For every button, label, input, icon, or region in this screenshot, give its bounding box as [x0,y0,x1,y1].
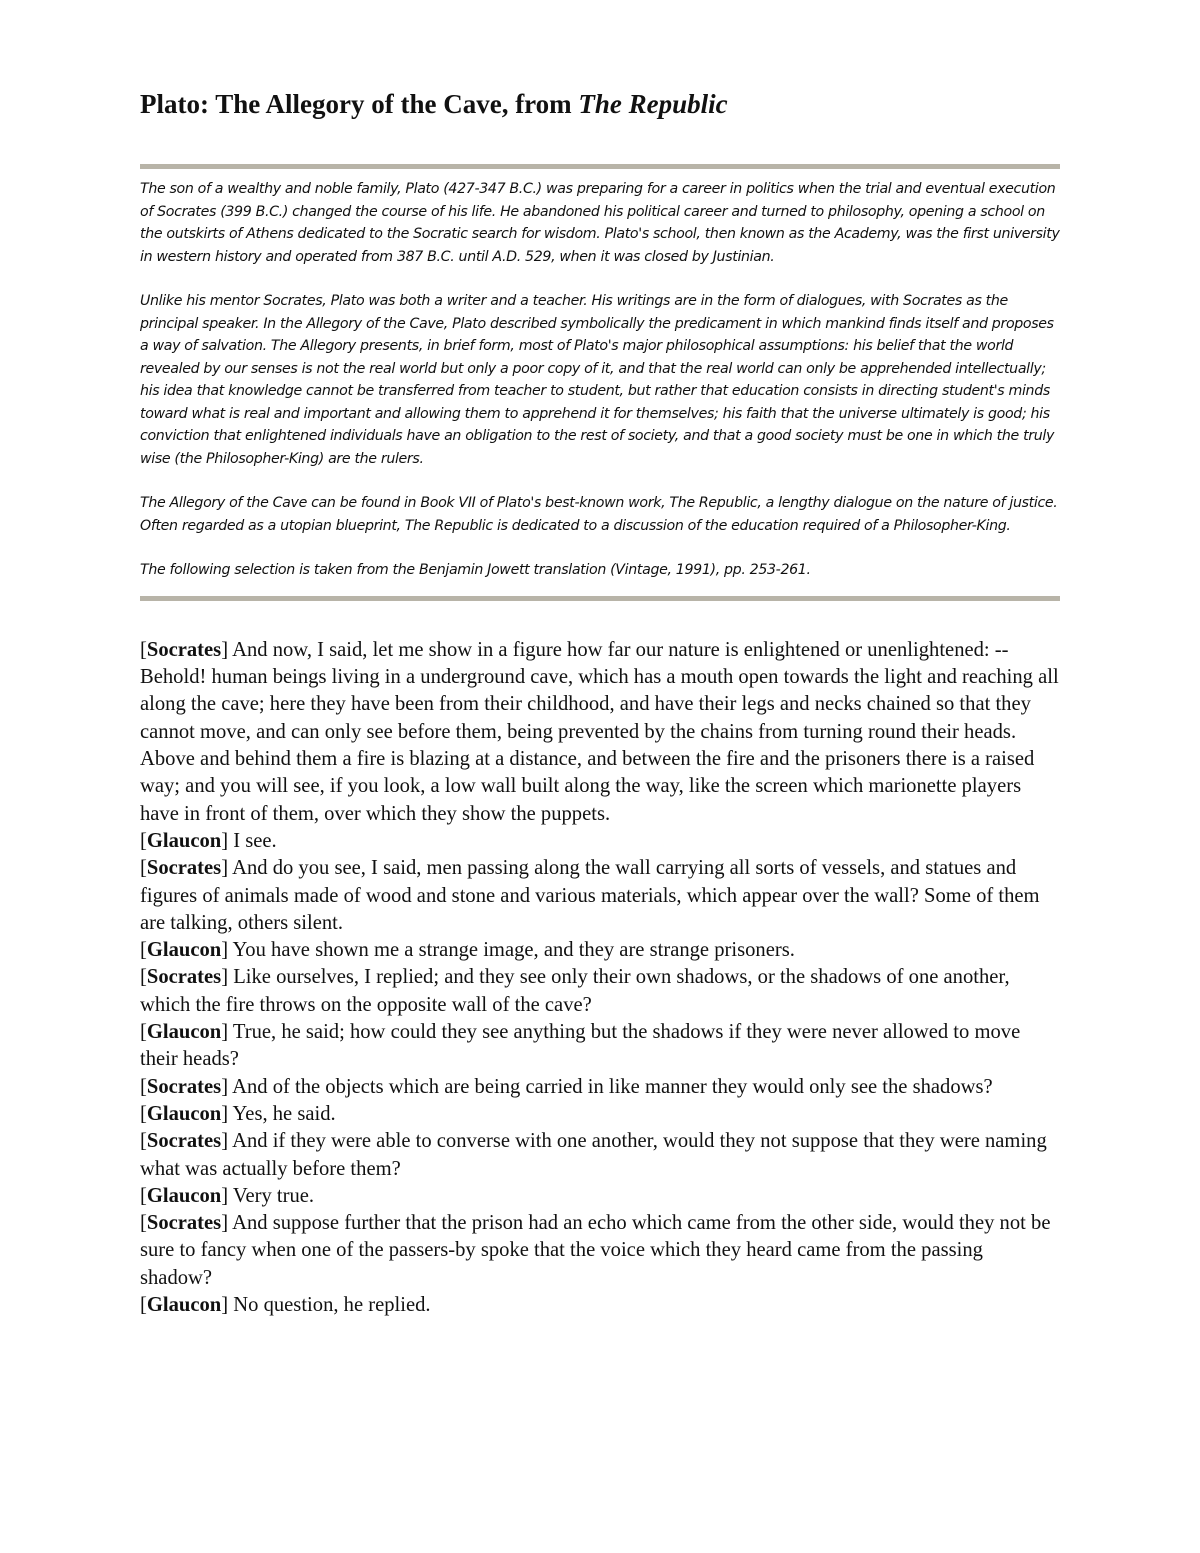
dialogue-text: No question, he replied. [228,1294,431,1317]
dialogue-text: Very true. [228,1184,315,1207]
speaker-name: Socrates [146,638,222,661]
speaker-name: Glaucon [146,829,222,852]
speaker-name: Socrates [146,1212,222,1235]
top-divider [140,164,1060,169]
dialogue-line: [Glaucon] You have shown me a strange image, and they are strange prisoners. [140,939,795,962]
dialogue-line: [Glaucon] Very true. [140,1184,315,1207]
speaker-name: Glaucon [146,1102,222,1125]
dialogue-line: [Socrates] Like ourselves, I replied; and they see only their own shadows, or the shadows of one another, which the fire throws on the opposite wall of the cave? [140,966,1010,1016]
dialogue-line: [Socrates] And do you see, I said, men passing along the wall carrying all sorts of vessels, and statues and figures of animals made of wood and stone and various materials, which appear over the wall? Some of them are talking, others silent. [140,857,1040,934]
intro-paragraph: The son of a wealthy and noble family, Plato (427-347 B.C.) was preparing for a career in politics when the trial and eventual execution of Socrates (399 B.C.) changed the course of his life. He abandoned his political career and turned to philosophy, opening a school on the outskirts of Athens dedicated to the Socratic search for wisdom. Plato's school, then known as the Academy, was the first university in western history and operated from 387 B.C. until A.D. 529, when it was closed by Justinian. [140,181,1060,265]
dialogue-text: Yes, he said. [228,1102,336,1125]
dialogue-line: [Socrates] And now, I said, let me show in a figure how far our nature is enlightened or unenlightened: --Behold! human beings living in a underground cave, which has a mouth open towards the light and reaching all along the cave; here they have been from their childhood, and have their legs and necks chained so that they cannot move, and can only see before them, being prevented by the chains from turning round their heads. Above and behind them a fire is blazing at a distance, and between the fire and the prisoners there is a raised way; and you will see, if you look, a low wall built along the way, like the screen which marionette players have in front of them, over which they show the puppets. [140,638,1059,825]
dialogue-text: And now, I said, let me show in a figure how far our nature is enlightened or unenlightened: --Behold! human beings living in a underground cave, which has a mouth open towards the light and reaching all along the cave; here they have been from their childhood, and have their legs and necks chained so that they cannot move, and can only see before them, being prevented by the chains from turning round their heads. Above and behind them a fire is blazing at a distance, and between the fire and the prisoners there is a raised way; and you will see, if you look, a low wall built along the way, like the screen which marionette players have in front of them, over which they show the puppets. [140,638,1059,825]
dialogue-line: [Glaucon] No question, he replied. [140,1294,431,1317]
dialogue-line: [Glaucon] True, he said; how could they see anything but the shadows if they were never allowed to move their heads? [140,1021,1021,1071]
dialogue-line: [Socrates] And of the objects which are being carried in like manner they would only see the shadows? [140,1075,993,1098]
dialogue-line: [Glaucon] I see. [140,829,277,852]
dialogue-line: [Socrates] And if they were able to converse with one another, would they not suppose that they were naming what was actually before them? [140,1130,1047,1180]
speaker-name: Socrates [146,966,222,989]
title-main: Plato: The Allegory of the Cave, from [140,89,579,119]
dialogue-text: You have shown me a strange image, and they are strange prisoners. [228,939,795,962]
speaker-name: Socrates [146,857,222,880]
dialogue-text: And if they were able to converse with one another, would they not suppose that they were naming what was actually before them? [140,1130,1047,1180]
intro-paragraph: The Allegory of the Cave can be found in Book VII of Plato's best-known work, The Republic, a lengthy dialogue on the nature of justice. Often regarded as a utopian blueprint, The Republic is dedicated to a discussion of the education required of a Philosopher-King. [140,495,1058,534]
dialogue-text: I see. [228,829,277,852]
introduction [140,178,1060,582]
title-emphasis: The Republic [578,89,728,119]
bottom-divider [140,596,1060,601]
dialogue [140,637,1060,1319]
dialogue-text: True, he said; how could they see anything but the shadows if they were never allowed to move their heads? [140,1021,1021,1071]
dialogue-line: [Socrates] And suppose further that the prison had an echo which came from the other side, would they not be sure to fancy when one of the passers-by spoke that the voice which they heard came from the passing shadow? [140,1212,1051,1289]
intro-paragraph: The following selection is taken from the Benjamin Jowett translation (Vintage, 1991), pp. 253-261. [140,562,811,579]
speaker-name: Glaucon [146,939,222,962]
speaker-name: Glaucon [146,1294,222,1317]
dialogue-text: Like ourselves, I replied; and they see only their own shadows, or the shadows of one another, which the fire throws on the opposite wall of the cave? [140,966,1010,1016]
document-page [140,88,1060,1319]
speaker-name: Socrates [146,1075,222,1098]
page-title [140,88,1060,120]
dialogue-text: And of the objects which are being carried in like manner they would only see the shadows? [228,1075,993,1098]
speaker-name: Glaucon [146,1021,222,1044]
speaker-name: Glaucon [146,1184,222,1207]
dialogue-text: And do you see, I said, men passing along the wall carrying all sorts of vessels, and statues and figures of animals made of wood and stone and various materials, which appear over the wall? Some of them are talking, others silent. [140,857,1040,934]
speaker-name: Socrates [146,1130,222,1153]
intro-paragraph: Unlike his mentor Socrates, Plato was both a writer and a teacher. His writings are in the form of dialogues, with Socrates as the principal speaker. In the Allegory of the Cave, Plato described symbolically the predicament in which mankind finds itself and proposes a way of salvation. The Allegory presents, in brief form, most of Plato's major philosophical assumptions: his belief that the world revealed by our senses is not the real world but only a poor copy of it, and that the real world can only be apprehended intellectually; his idea that knowledge cannot be transferred from teacher to student, but rather that education consists in directing student's minds toward what is real and important and allowing them to apprehend it for themselves; his faith that the universe ultimately is good; his conviction that enlightened individuals have an obligation to the rest of society, and that a good society must be one in which the truly wise (the Philosopher-King) are the rulers. [140,293,1055,467]
dialogue-text: And suppose further that the prison had an echo which came from the other side, would they not be sure to fancy when one of the passers-by spoke that the voice which they heard came from the passing shadow? [140,1212,1051,1289]
dialogue-line: [Glaucon] Yes, he said. [140,1102,336,1125]
